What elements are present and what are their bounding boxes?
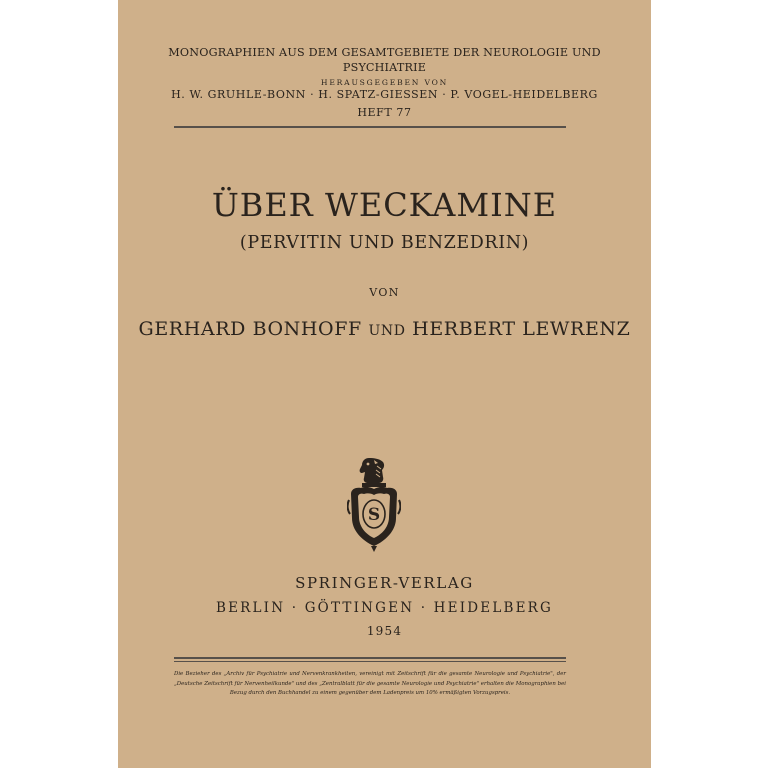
publisher-cities: BERLIN · GÖTTINGEN · HEIDELBERG — [215, 600, 554, 616]
series-title-line-1: MONOGRAPHIEN AUS DEM GESAMTGEBIETE DER NEUROLOGIE UND — [168, 46, 601, 59]
editors: H. W. GRUHLE-BONN · H. SPATZ-GIESSEN · P. VOGEL-HEIDELBERG — [171, 88, 598, 101]
subscriber-note: Die Bezieher des „Archiv für Psychiatrie und Nervenkrankheiten, vereinigt mit Zeitschrift für die gesamte Neurologie und Psychiatrie", der „Deutsche Zeitschrift für Nervenheilkunde" und des „Zentralblatt für die gesamte Neurologie und Psychiatrie" erhalten die Monographien bei Bezug durch den Buchhandel zu einem gegenüber dem Ladenpreis um 10% ermäßigten Vorzugspreis. — [174, 671, 566, 697]
top-rule — [174, 126, 566, 128]
by-label: VON — [369, 286, 400, 299]
authors — [118, 318, 651, 340]
title-page — [118, 0, 651, 768]
springer-horse-emblem-icon — [347, 456, 401, 554]
conjunction: UND — [368, 323, 406, 339]
publisher: SPRINGER-VERLAG — [295, 574, 474, 592]
issue-number: HEFT 77 — [357, 106, 412, 119]
series-title-line-2: PSYCHIATRIE — [342, 61, 427, 74]
bottom-rule-thick — [174, 657, 566, 659]
svg-text:S: S — [367, 505, 381, 525]
bottom-rule-thin — [174, 661, 566, 662]
publication-year: 1954 — [366, 624, 403, 638]
editor-label: HERAUSGEGEBEN VON — [320, 78, 449, 87]
author-1: GERHARD BONHOFF — [138, 318, 362, 340]
book-title: ÜBER WECKAMINE — [211, 186, 558, 224]
book-subtitle: (PERVITIN UND BENZEDRIN) — [239, 233, 530, 253]
author-2: HERBERT LEWRENZ — [412, 318, 631, 340]
